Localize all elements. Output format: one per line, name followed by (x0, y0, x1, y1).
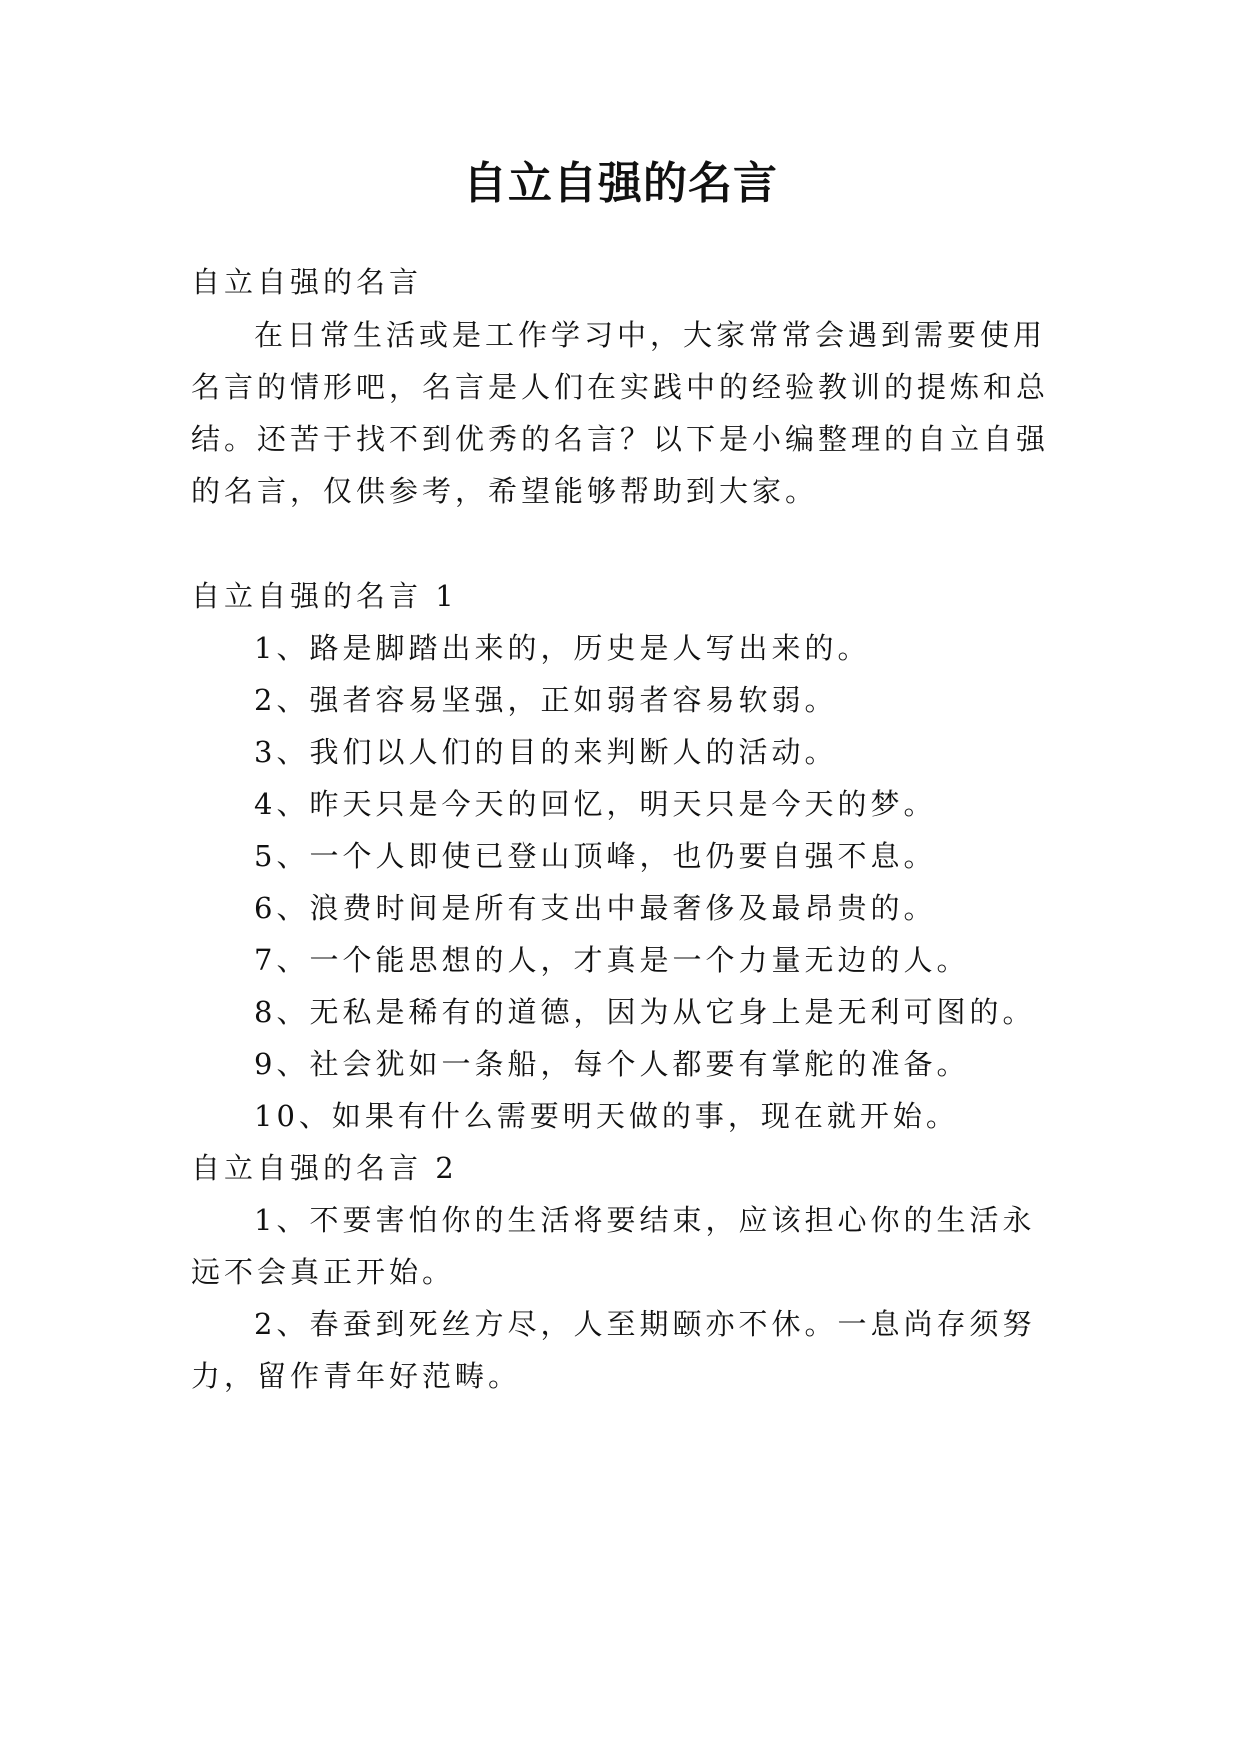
quote-item-line: 力，留作青年好范畴。 (191, 1359, 522, 1393)
intro-heading: 自立自强的名言 (191, 265, 423, 299)
quote-item: 4、昨天只是今天的回忆，明天只是今天的梦。 (254, 787, 937, 821)
section-heading: 自立自强的名言 2 (191, 1151, 458, 1185)
intro-paragraph-line: 的名言，仅供参考，希望能够帮助到大家。 (191, 474, 819, 508)
intro-paragraph-line: 结。还苦于找不到优秀的名言？以下是小编整理的自立自强 (191, 422, 1050, 456)
quote-item: 6、浪费时间是所有支出中最奢侈及最昂贵的。 (254, 891, 937, 925)
quote-item: 2、强者容易坚强，正如弱者容易软弱。 (254, 683, 838, 717)
quote-item: 5、一个人即使已登山顶峰，也仍要自强不息。 (254, 839, 937, 873)
quote-item: 10、如果有什么需要明天做的事，现在就开始。 (254, 1099, 959, 1133)
quote-item-line: 远不会真正开始。 (191, 1255, 456, 1289)
quote-item-line: 1、不要害怕你的生活将要结束，应该担心你的生活永 (254, 1203, 1036, 1237)
quote-item: 3、我们以人们的目的来判断人的活动。 (254, 735, 838, 769)
document-title: 自立自强的名言 (463, 158, 778, 209)
quote-item-line: 2、春蚕到死丝方尽，人至期颐亦不休。一息尚存须努 (254, 1307, 1036, 1341)
quote-item: 9、社会犹如一条船，每个人都要有掌舵的准备。 (254, 1047, 970, 1081)
section-heading: 自立自强的名言 1 (191, 579, 458, 613)
quote-item: 1、路是脚踏出来的，历史是人写出来的。 (254, 631, 871, 665)
quote-item: 7、一个能思想的人，才真是一个力量无边的人。 (254, 943, 970, 977)
intro-paragraph-line: 在日常生活或是工作学习中，大家常常会遇到需要使用 (254, 318, 1047, 352)
intro-paragraph-line: 名言的情形吧，名言是人们在实践中的经验教训的提炼和总 (191, 370, 1050, 404)
quote-item: 8、无私是稀有的道德，因为从它身上是无利可图的。 (254, 995, 1036, 1029)
